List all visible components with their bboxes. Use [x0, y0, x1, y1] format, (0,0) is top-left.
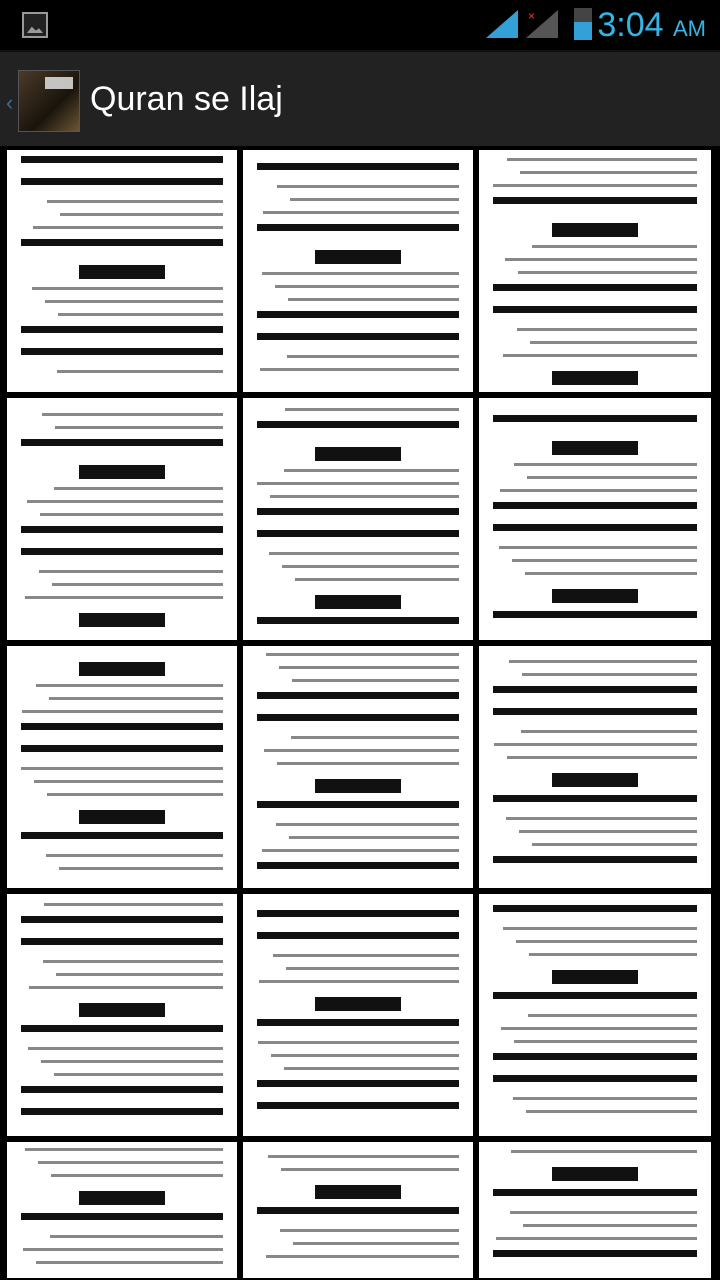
page-text-line: [501, 1027, 697, 1030]
page-text-line: [291, 736, 459, 739]
clock-time: 3:04: [597, 6, 664, 44]
page-text-line: [529, 953, 697, 956]
page-text-line: [285, 408, 459, 411]
page-text-line: [521, 730, 697, 733]
page-text-line: [257, 714, 459, 721]
page-text-line: [257, 163, 459, 170]
page-text-line: [79, 613, 165, 627]
page-text-line: [29, 986, 223, 989]
remedy-page-thumbnail[interactable]: [479, 894, 711, 1136]
page-text-line: [257, 530, 459, 537]
page-text-line: [79, 465, 165, 479]
page-text-line: [315, 779, 401, 793]
page-text-line: [288, 298, 459, 301]
page-text-line: [21, 156, 223, 163]
page-text-line: [44, 903, 223, 906]
remedy-page-thumbnail[interactable]: [7, 1142, 237, 1278]
page-text-line: [552, 441, 638, 455]
remedy-page-thumbnail[interactable]: [243, 1142, 473, 1278]
page-text-line: [59, 867, 223, 870]
page-text-line: [493, 992, 697, 999]
page-text-line: [277, 762, 459, 765]
page-text-line: [493, 415, 697, 422]
page-text-line: [503, 927, 697, 930]
page-text-line: [54, 1073, 223, 1076]
page-text-line: [525, 572, 697, 575]
page-text-line: [257, 1019, 459, 1026]
page-text-line: [263, 211, 459, 214]
remedy-page-thumbnail[interactable]: [479, 646, 711, 888]
page-text-line: [36, 1261, 223, 1264]
page-text-line: [257, 862, 459, 869]
page-text-line: [260, 368, 459, 371]
page-text-line: [493, 524, 697, 531]
page-text-line: [79, 810, 165, 824]
page-text-line: [506, 817, 697, 820]
page-text-line: [257, 421, 459, 428]
page-text-line: [512, 559, 697, 562]
page-text-line: [55, 426, 223, 429]
page-text-line: [56, 973, 223, 976]
page-text-line: [505, 258, 697, 261]
page-text-line: [259, 980, 459, 983]
page-text-line: [315, 595, 401, 609]
signal-no-sim-icon: [526, 10, 558, 38]
clock: [597, 6, 706, 45]
page-text-line: [552, 1167, 638, 1181]
page-text-line: [266, 653, 459, 656]
page-text-line: [47, 200, 223, 203]
page-text-line: [21, 723, 223, 730]
page-text-line: [21, 1025, 223, 1032]
page-text-line: [58, 313, 223, 316]
page-text-line: [50, 1235, 223, 1238]
remedy-page-thumbnail[interactable]: [243, 398, 473, 640]
app-title: Quran se Ilaj: [90, 80, 283, 118]
page-text-line: [40, 513, 223, 516]
image-notification-icon: [22, 12, 48, 38]
page-text-line: [32, 287, 223, 290]
page-text-line: [286, 967, 459, 970]
page-text-line: [23, 1248, 223, 1251]
page-text-line: [257, 910, 459, 917]
page-text-line: [21, 938, 223, 945]
page-text-line: [315, 447, 401, 461]
page-text-line: [493, 197, 697, 204]
page-text-line: [79, 1191, 165, 1205]
page-text-line: [41, 1060, 223, 1063]
page-text-line: [21, 916, 223, 923]
remedy-page-thumbnail[interactable]: [7, 150, 237, 392]
page-text-line: [21, 832, 223, 839]
page-text-line: [257, 224, 459, 231]
page-text-line: [33, 226, 223, 229]
page-text-line: [518, 271, 697, 274]
page-text-line: [257, 482, 459, 485]
page-text-line: [530, 341, 697, 344]
page-text-line: [507, 158, 697, 161]
page-text-line: [21, 1086, 223, 1093]
page-text-line: [532, 245, 697, 248]
remedy-page-thumbnail[interactable]: [243, 150, 473, 392]
page-text-line: [522, 673, 697, 676]
page-text-line: [513, 1097, 697, 1100]
page-text-line: [532, 843, 697, 846]
svg-text:×: ×: [528, 10, 536, 23]
page-text-line: [257, 932, 459, 939]
page-text-line: [517, 328, 697, 331]
page-text-line: [279, 666, 459, 669]
page-text-line: [520, 171, 697, 174]
page-text-line: [257, 1207, 459, 1214]
page-text-line: [315, 997, 401, 1011]
page-text-line: [46, 854, 223, 857]
page-text-line: [315, 250, 401, 264]
page-text-line: [262, 849, 459, 852]
page-text-line: [519, 830, 697, 833]
page-text-line: [552, 589, 638, 603]
page-text-line: [493, 905, 697, 912]
page-text-line: [511, 1150, 697, 1153]
page-text-line: [281, 1168, 459, 1171]
page-text-line: [21, 548, 223, 555]
page-text-line: [276, 823, 459, 826]
remedy-page-thumbnail[interactable]: [7, 894, 237, 1136]
page-text-line: [268, 1155, 459, 1158]
page-text-line: [25, 1148, 223, 1151]
page-text-line: [51, 1174, 223, 1177]
page-text-line: [277, 185, 459, 188]
remedy-page-thumbnail[interactable]: [479, 150, 711, 392]
page-text-line: [284, 469, 459, 472]
page-text-line: [494, 743, 697, 746]
page-text-line: [315, 1185, 401, 1199]
page-text-line: [257, 801, 459, 808]
page-text-line: [47, 793, 223, 796]
page-text-line: [257, 1102, 459, 1109]
page-text-line: [257, 617, 459, 624]
page-text-line: [503, 354, 697, 357]
signal-icon: [486, 10, 518, 38]
page-text-line: [295, 578, 459, 581]
page-text-line: [287, 355, 459, 358]
page-text-line: [79, 662, 165, 676]
page-text-line: [516, 940, 697, 943]
page-text-line: [21, 1108, 223, 1115]
app-logo-icon[interactable]: [18, 70, 80, 132]
page-text-line: [21, 767, 223, 770]
page-text-line: [493, 708, 697, 715]
page-text-line: [271, 1054, 459, 1057]
page-text-line: [280, 1229, 459, 1232]
page-text-line: [270, 495, 459, 498]
page-text-line: [273, 954, 459, 957]
page-text-line: [264, 749, 459, 752]
page-text-line: [57, 370, 223, 373]
page-text-line: [269, 552, 459, 555]
thumbnail-grid: [7, 150, 720, 1278]
page-text-line: [493, 611, 697, 618]
page-text-line: [509, 660, 697, 663]
page-text-line: [54, 487, 223, 490]
page-text-line: [79, 265, 165, 279]
page-text-line: [510, 1211, 697, 1214]
page-text-line: [290, 198, 459, 201]
remedy-page-thumbnail[interactable]: [479, 398, 711, 640]
page-text-line: [257, 508, 459, 515]
page-text-line: [552, 970, 638, 984]
remedy-page-thumbnail[interactable]: [243, 646, 473, 888]
page-text-line: [39, 570, 223, 573]
page-text-line: [34, 780, 223, 783]
page-text-line: [493, 686, 697, 693]
remedy-page-thumbnail[interactable]: [243, 894, 473, 1136]
page-text-line: [21, 239, 223, 246]
page-text-line: [49, 697, 223, 700]
page-text-line: [552, 371, 638, 385]
page-text-line: [493, 1053, 697, 1060]
page-text-line: [552, 223, 638, 237]
page-text-line: [514, 463, 697, 466]
remedy-page-thumbnail[interactable]: [479, 1142, 711, 1278]
page-text-line: [552, 773, 638, 787]
page-text-line: [257, 311, 459, 318]
page-text-line: [292, 679, 459, 682]
page-text-line: [507, 756, 697, 759]
page-text-line: [257, 1080, 459, 1087]
page-text-line: [21, 348, 223, 355]
page-text-line: [493, 184, 697, 187]
page-text-line: [282, 565, 459, 568]
page-text-line: [499, 546, 697, 549]
page-text-line: [22, 710, 223, 713]
page-text-line: [45, 300, 223, 303]
page-text-line: [493, 306, 697, 313]
page-text-line: [60, 213, 223, 216]
page-text-line: [21, 1213, 223, 1220]
status-bar: [0, 0, 720, 50]
page-text-line: [79, 1003, 165, 1017]
page-text-line: [493, 502, 697, 509]
action-bar: [0, 50, 720, 146]
page-text-line: [257, 692, 459, 699]
page-text-line: [500, 489, 697, 492]
page-text-line: [289, 836, 459, 839]
page-text-line: [493, 795, 697, 802]
page-text-line: [284, 1067, 459, 1070]
page-text-line: [493, 856, 697, 863]
page-text-line: [493, 1189, 697, 1196]
page-text-line: [493, 1250, 697, 1257]
battery-icon: [574, 8, 592, 40]
page-text-line: [523, 1224, 697, 1227]
back-caret-icon[interactable]: ‹: [6, 90, 14, 115]
page-text-line: [25, 596, 223, 599]
page-text-line: [527, 476, 697, 479]
page-text-line: [21, 439, 223, 446]
page-text-line: [526, 1110, 697, 1113]
page-text-line: [43, 960, 223, 963]
remedy-page-thumbnail[interactable]: [7, 646, 237, 888]
page-text-line: [21, 178, 223, 185]
page-text-line: [293, 1242, 459, 1245]
page-text-line: [493, 284, 697, 291]
page-text-line: [52, 583, 223, 586]
page-text-line: [42, 413, 223, 416]
page-text-line: [27, 500, 223, 503]
clock-ampm: AM: [673, 16, 706, 41]
page-text-line: [275, 285, 459, 288]
page-text-line: [496, 1237, 697, 1240]
page-text-line: [266, 1255, 459, 1258]
page-text-line: [28, 1047, 223, 1050]
page-text-line: [262, 272, 459, 275]
remedy-page-thumbnail[interactable]: [7, 398, 237, 640]
page-text-line: [493, 1075, 697, 1082]
page-text-line: [21, 526, 223, 533]
page-text-line: [258, 1041, 459, 1044]
page-text-line: [21, 745, 223, 752]
page-text-line: [21, 326, 223, 333]
page-text-line: [514, 1040, 697, 1043]
page-text-line: [36, 684, 223, 687]
page-text-line: [528, 1014, 697, 1017]
page-text-line: [257, 333, 459, 340]
page-text-line: [38, 1161, 223, 1164]
